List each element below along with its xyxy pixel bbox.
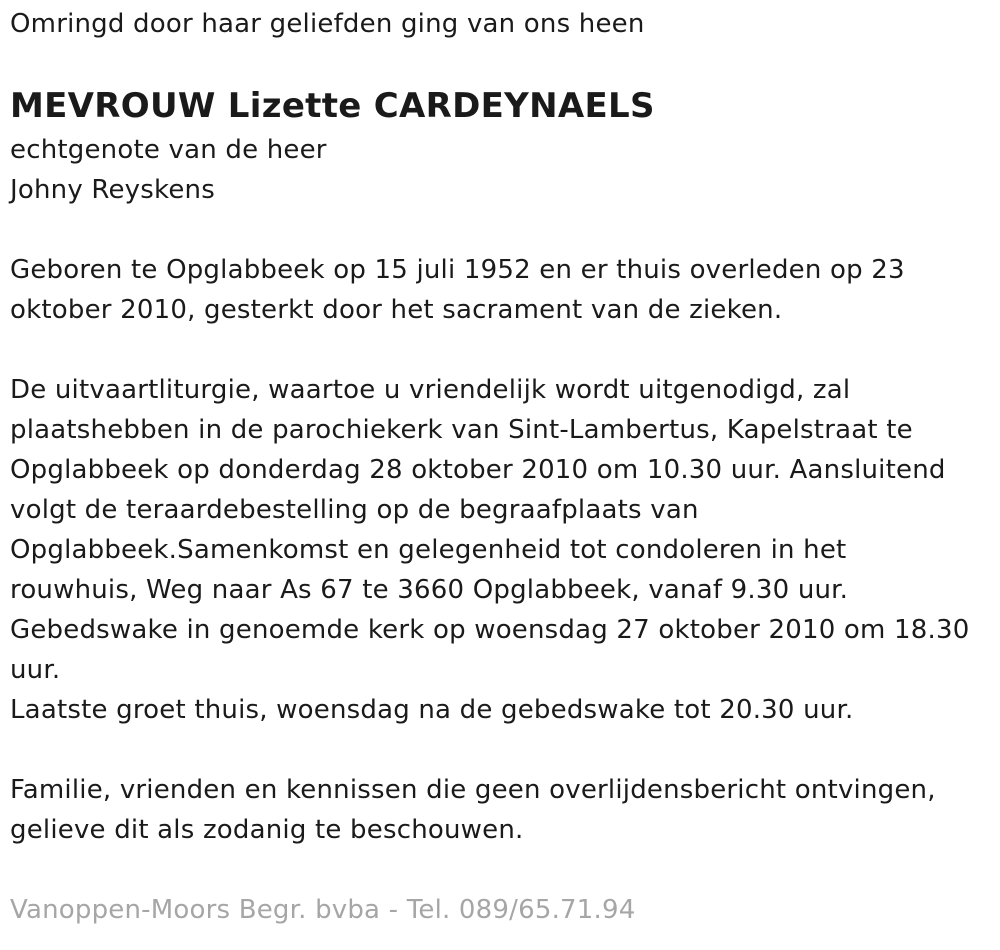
spouse-line: echtgenote van de heer — [10, 135, 327, 165]
closing-paragraph — [10, 770, 985, 850]
paragraph-line: uur. — [10, 655, 61, 685]
paragraph-line: Geboren te Opglabbeek op 15 juli 1952 en er thuis overleden op 23 — [10, 255, 905, 285]
paragraph-line: Opglabbeek op donderdag 28 oktober 2010 om 10.30 uur. Aansluitend — [10, 455, 946, 485]
paragraph-line: volgt de teraardebestelling op de begraafplaats van — [10, 495, 699, 525]
paragraph-line: Gebedswake in genoemde kerk op woensdag 27 oktober 2010 om 18.30 — [10, 615, 970, 645]
paragraph-line: oktober 2010, gesterkt door het sacrament van de zieken. — [10, 295, 783, 325]
paragraph-line: De uitvaartliturgie, waartoe u vriendelijk wordt uitgenodigd, zal — [10, 375, 851, 405]
funeral-paragraph — [10, 370, 985, 730]
deceased-name: MEVROUW Lizette CARDEYNAELS — [10, 86, 655, 126]
paragraph-line: rouwhuis, Weg naar As 67 te 3660 Opglabbeek, vanaf 9.30 uur. — [10, 575, 849, 605]
paragraph-line: Laatste groet thuis, woensdag na de gebedswake tot 20.30 uur. — [10, 695, 854, 725]
birth-death-paragraph — [10, 250, 985, 330]
obituary-notice — [10, 0, 985, 930]
funeral-home-footer: Vanoppen-Moors Begr. bvba - Tel. 089/65.71.94 — [10, 895, 636, 925]
paragraph-line: gelieve dit als zodanig te beschouwen. — [10, 815, 524, 845]
intro-text: Omringd door haar geliefden ging van ons heen — [10, 9, 645, 39]
spouse-block — [10, 130, 985, 210]
paragraph-line: Opglabbeek.Samenkomst en gelegenheid tot condoleren in het — [10, 535, 847, 565]
paragraph-line: plaatshebben in de parochiekerk van Sint-Lambertus, Kapelstraat te — [10, 415, 913, 445]
paragraph-line: Familie, vrienden en kennissen die geen overlijdensbericht ontvingen, — [10, 775, 936, 805]
spouse-name: Johny Reyskens — [10, 175, 215, 205]
